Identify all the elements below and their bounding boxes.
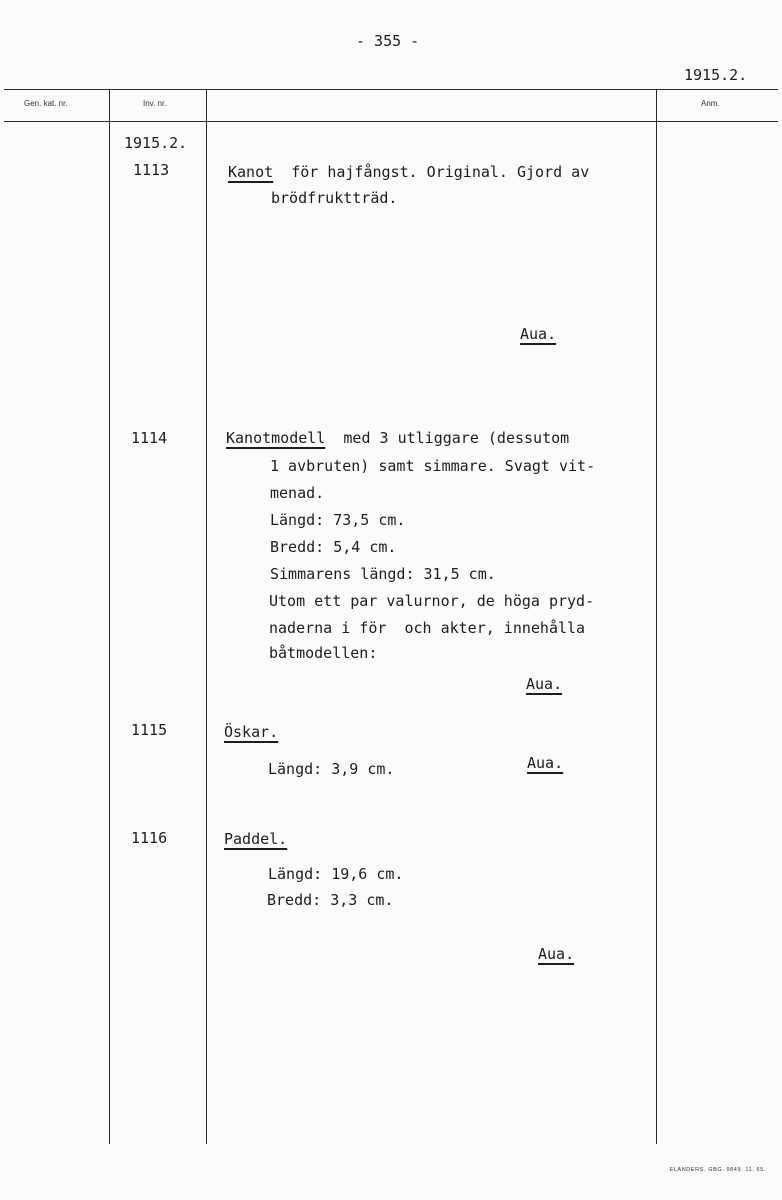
column-divider-3 [656,89,657,1144]
entry-line: brödfruktträd. [271,189,398,207]
entry-line: för hajfångst. Original. Gjord av [291,163,590,181]
entry-line: båtmodellen: [269,644,378,662]
inv-number: 1115 [131,721,168,739]
entry-line: Längd: 73,5 cm. [270,511,406,529]
header-top-rule [4,89,778,90]
column-header-anm: Anm. [701,99,720,108]
entry-year: 1915.2. [124,134,188,152]
entry-line: Bredd: 5,4 cm. [270,538,397,556]
entry-title: Paddel. [224,830,288,848]
entry-line: naderna i för och akter, innehålla [269,619,586,637]
entry-line: Bredd: 3,3 cm. [267,891,394,909]
printer-imprint: ELANDERS. GBG. 9849. 11. 65. [669,1167,766,1173]
entry-title: Öskar. [224,723,279,741]
entry-line: Simmarens längd: 31,5 cm. [270,565,496,583]
entry-line: med 3 utliggare (dessutom [343,429,570,447]
page-number: - 355 - [356,32,420,50]
signature: Aua. [527,754,564,772]
entry-line: Längd: 19,6 cm. [268,865,404,883]
column-header-inv: Inv. nr. [143,99,167,108]
entry-line: Längd: 3,9 cm. [268,760,395,778]
year-heading: 1915.2. [684,66,748,84]
entry-title: Kanotmodell [226,429,326,447]
inv-number: 1114 [131,429,168,447]
header-bottom-rule [4,121,778,122]
inv-number: 1116 [131,829,168,847]
entry-line: Utom ett par valurnor, de höga pryd- [269,592,595,610]
entry-title: Kanot [228,163,274,181]
entry-text [226,425,569,451]
signature: Aua. [538,945,575,963]
entry-text [228,159,589,185]
signature: Aua. [526,675,563,693]
signature: Aua. [520,325,557,343]
column-divider-2 [206,89,207,1144]
column-divider-1 [109,89,110,1144]
inv-number: 1113 [133,161,170,179]
column-header-gen-kat: Gen. kat. nr. [24,99,68,108]
entry-line: 1 avbruten) samt simmare. Svagt vit- [270,457,596,475]
entry-line: menad. [270,484,325,502]
